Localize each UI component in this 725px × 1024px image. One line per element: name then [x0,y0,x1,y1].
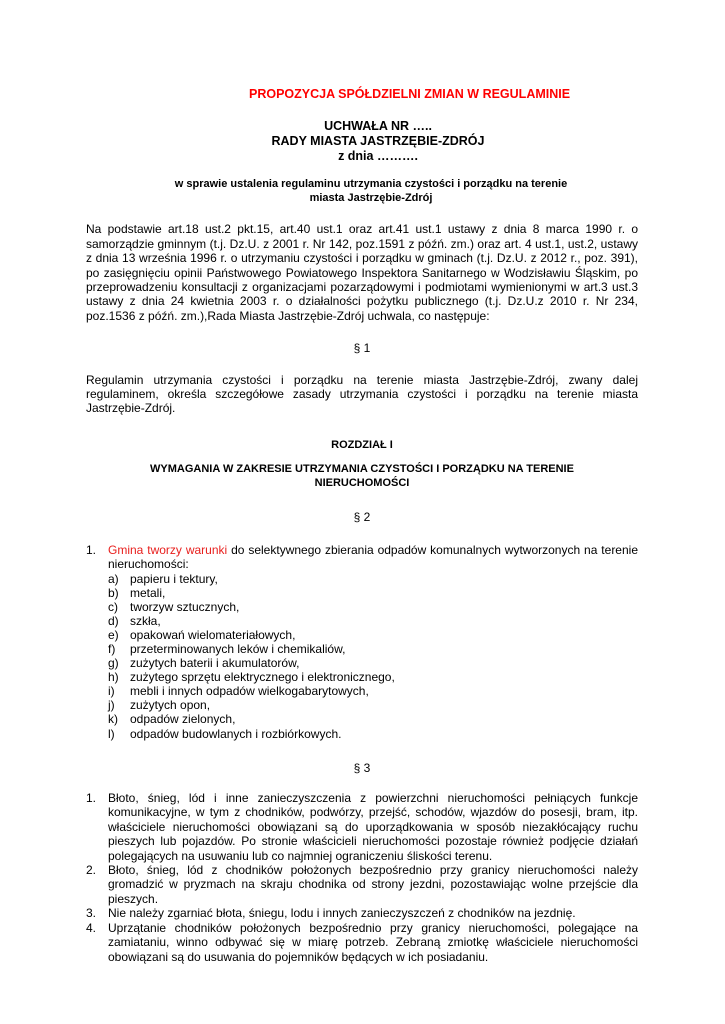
item-number: 2. [86,863,97,878]
item-text: Uprzątanie chodników położonych bezpośrednio przy granicy nieruchomości, polegające na zamiataniu, winno odbywać się w miarę potrzeb. Zebraną zmiotkę właściciele nieruchomości obowiązani są do usuwania do pojemników będących w ich posiadaniu. [108,920,638,964]
numbered-item [86,921,638,964]
list-item-text: tworzyw sztucznych, [130,599,240,614]
chapter-1-heading: ROZDZIAŁ I [331,438,393,451]
list-item-letter: h) [108,670,119,685]
list-item-text: zużytych opon, [130,698,211,713]
list-item-text: szkła, [130,613,161,628]
list-item [108,712,638,726]
section-2-heading: § 2 [353,510,371,525]
list-item [108,614,638,628]
item-text: Nie należy zgarniać błota, śniegu, lodu i innych zanieczyszczeń z chodników na jezdnię. [108,906,576,921]
chapter-1-title [86,462,638,490]
subject-line-1: w sprawie ustalenia regulaminu utrzymania czystości i porządku na terenie [174,178,568,191]
item-number: 3. [86,906,97,921]
resolution-date: z dnia ………. [338,149,418,164]
subject-line-2: miasta Jastrzębie-Zdrój [309,192,433,205]
chapter-1-title-line-1: WYMAGANIA W ZAKRESIE UTRZYMANIA CZYSTOŚCI I PORZĄDKU NA TERENIE [150,463,574,476]
list-item [108,628,638,642]
list-item [108,670,638,684]
list-item [108,586,638,600]
section-3-list [86,791,638,964]
list-item [108,642,638,656]
list-item-text: opakowań wielomateriałowych, [130,627,296,642]
list-item [108,572,638,586]
list-item-text: odpadów budowlanych i rozbiórkowych. [130,726,342,741]
list-item-text: zużytych baterii i akumulatorów, [130,656,300,671]
list-item [108,600,638,614]
list-item-letter: a) [108,571,119,586]
council-name: RADY MIASTA JASTRZĘBIE-ZDRÓJ [271,134,485,149]
resolution-number: UCHWAŁA NR ….. [324,119,432,134]
item-text: Błoto, śnieg, lód z chodników położonych bezpośrednio przy granicy nieruchomości należy gromadzić w pryzmach na skraju chodnika od strony jezdni, pozostawiając wolne przejście dla pieszych. [108,863,638,906]
highlighted-text: Gmina tworzy warunki [108,542,228,557]
waste-types-list [108,572,638,741]
section-1-text: Regulamin utrzymania czystości i porządku na terenie miasta Jastrzębie-Zdrój, zwany dalej regulaminem, określa szczegółowe zasady utrzymania czystości i porządku na terenie miasta Jastrzębie-Zdrój. [86,372,638,416]
legal-basis-paragraph: Na podstawie art.18 ust.2 pkt.15, art.40 ust.1 oraz art.41 ust.1 ustawy z dnia 8 marca 1990 r. o samorządzie gminnym (t.j. Dz.U. z 2001 r. Nr 142, poz.1591 z późń. zm.) oraz art. 4 ust.1, ust.2, ustawy z dnia 13 września 1996 r. o utrzymaniu czystości i porządku w gminach (t.j. Dz.U. z 2012 r., poz. 391), po zasięgnięciu opinii Państwowego Powiatowego Inspektora Sanitarnego w Wodzisławiu Śląskim, po przeprowadzeniu konsultacji z organizacjami pozarządowymi i podmiotami wymienionymi w art.3 ust.3 ustawy z dnia 24 kwietnia 2003 r. o działalności pożytku publicznego (t.j. Dz.U.z 2010 r. Nr 234, poz.1536 z późń. zm.),Rada Miasta Jastrzębie-Zdrój uchwala, co następuje: [86,222,638,323]
numbered-item [86,791,638,863]
list-item-letter: j) [108,698,115,713]
proposal-heading: PROPOZYCJA SPÓŁDZIELNI ZMIAN W REGULAMINIE [249,87,571,101]
item-number: 1. [86,542,97,557]
list-item-letter: f) [108,641,116,656]
numbered-item [86,863,638,906]
item-text: Błoto, śnieg, lód i inne zanieczyszczenia z powierzchni nieruchomości pełniących funkcje komunikacyjne, w tym z chodników, podwórzy, przejść, schodów, wjazdów do posesji, bram, itp. właściciele nieruchomości obowiązani są do uporządkowania w sposób niezakłócający ruchu pieszych lub pojazdów. Po stronie właścicieli nieruchomości pozostaje również podjęcie działań polegających na usuwaniu lub co najmniej ograniczeniu śliskości terenu. [108,791,638,863]
list-item [108,698,638,712]
resolution-subject [86,177,638,205]
numbered-item [86,906,638,920]
list-item-letter: i) [108,684,115,699]
section-2-item-1 [86,543,638,572]
list-item [108,656,638,670]
list-item-text: odpadów zielonych, [130,712,236,727]
chapter-1-title-line-2: NIERUCHOMOŚCI [314,477,410,490]
list-item [108,727,638,741]
list-item-letter: e) [108,627,119,642]
item-text [108,543,638,572]
item-text-rest: do selektywnego zbierania odpadów komunalnych wytworzonych na terenie nieruchomości: [108,542,638,572]
resolution-title [86,119,638,164]
list-item-letter: k) [108,712,118,727]
list-item-text: metali, [130,585,166,600]
list-item-text: przeterminowanych leków i chemikaliów, [130,641,346,656]
list-item-text: zużytego sprzętu elektrycznego i elektronicznego, [130,670,395,685]
item-number: 4. [86,920,97,935]
list-item-letter: b) [108,585,119,600]
section-3-heading: § 3 [353,760,371,775]
list-item [108,684,638,698]
list-item-text: mebli i innych odpadów wielkogabarytowych, [130,684,369,699]
list-item-text: papieru i tektury, [130,571,218,586]
section-1-heading: § 1 [353,341,371,356]
list-item-letter: d) [108,613,119,628]
list-item-letter: c) [108,599,118,614]
list-item-letter: g) [108,656,119,671]
list-item-letter: l) [108,726,115,741]
document-page [86,78,638,964]
item-number: 1. [86,791,97,806]
